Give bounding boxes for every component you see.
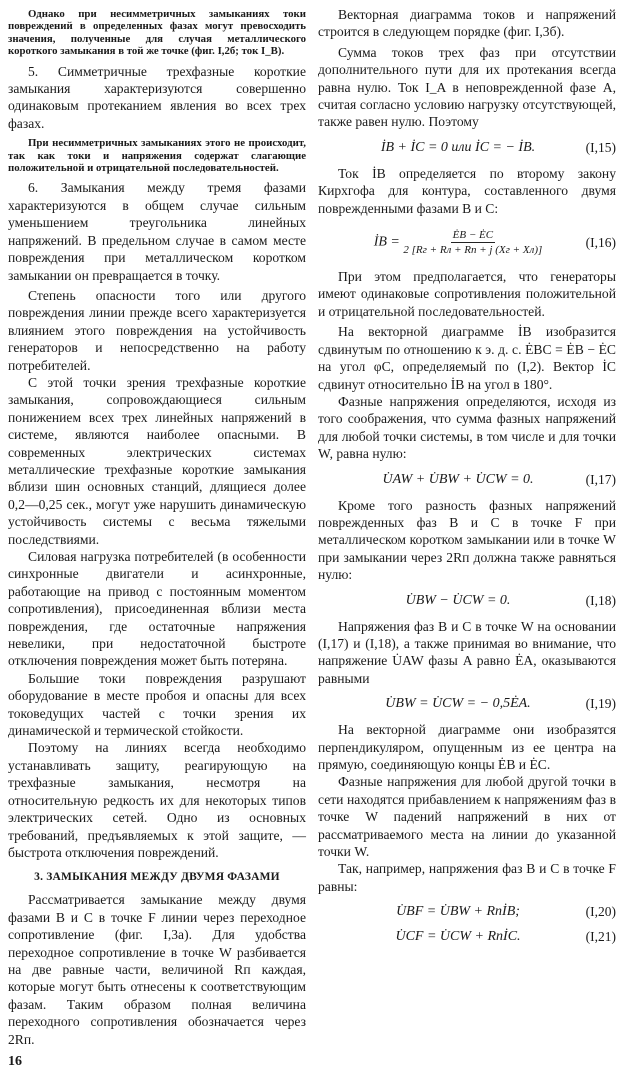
paragraph: Так, например, напряжения фаз B и C в точке F равны: [318, 861, 616, 894]
fraction-numerator: ĖB − ĖC [452, 229, 494, 242]
equation-formula [318, 229, 568, 256]
equation-formula: U̇CF = U̇CW + RпİC. [395, 929, 521, 945]
equation-number: (I,17) [585, 471, 616, 487]
paragraph: 5. Симметричные трехфазные короткие замыкания характеризуются совершенно одинаковым протеканием явления во всех трех фазах. [8, 63, 306, 131]
equation-1-18 [318, 593, 616, 609]
section-heading: 3. ЗАМЫКАНИЯ МЕЖДУ ДВУМЯ ФАЗАМИ [34, 871, 280, 884]
paragraph: Фазные напряжения определяются, исходя из того соображения, что сумма фазных напряжений для любой точки системы, в том числе и для точки W, равна нулю: [318, 393, 616, 462]
paragraph: Степень опасности того или другого повреждения линии прежде всего характеризуется влиянием этого повреждения на устойчивость генераторов и непосредственно на работу потребителей. [8, 287, 306, 373]
equation-lhs: İB = [373, 234, 400, 250]
fraction-denominator: 2 [Rг + Rл + Rп + j (Xг + Xл)] [403, 244, 543, 257]
equation-formula: U̇BW − U̇CW = 0. [405, 592, 511, 608]
paragraph: При этом предполагается, что генераторы имеют одинаковые сопротивления положительной и отрицательной последовательностей. [318, 269, 616, 319]
paragraph: На векторной диаграмме İB изобразится сдвинутым по отношению к э. д. с. ĖBC = ĖB − ĖC на угол φC, определяемый по (I,2). Вектор İC сдвинут относительно İB на угол в 180°. [318, 324, 616, 392]
equation-number: (I,19) [585, 696, 616, 712]
left-column [8, 6, 306, 1070]
equation-1-21 [318, 929, 616, 945]
equation-number: (I,20) [585, 904, 616, 920]
paragraph: Фазные напряжения для любой другой точки в сети находятся прибавлением к напряжениям фаз в точке W падений напряжений в них от рассматриваемого места на линии до указанной точки W. [318, 774, 616, 860]
equation-1-20 [318, 904, 616, 920]
page-number: 16 [8, 1053, 22, 1069]
equation-number: (I,18) [585, 592, 616, 608]
equation-formula: İB + İC = 0 или İC = − İB. [380, 139, 536, 155]
equation-number: (I,15) [585, 139, 616, 155]
equation-number: (I,21) [585, 929, 616, 945]
right-column [318, 6, 616, 954]
paragraph: Векторная диаграмма токов и напряжений строится в следующем порядке (фиг. I,3б). [318, 7, 616, 40]
paragraph: На векторной диаграмме они изобразятся перпендикуляром, опущенным из ее центра на прямую, соединяющую концы ĖB и ĖC. [318, 722, 616, 772]
paragraph: Поэтому на линиях всегда необходимо устанавливать защиту, реагирующую на трехфазные замыкания, несмотря на относительную редкость их для некоторых типов электрических сетей. Одно из основных требований, предъявляемых к этой защите, — быстрота отключения повреждений. [8, 740, 306, 860]
equation-1-19 [318, 696, 616, 712]
fraction [403, 229, 542, 256]
note-paragraph: При несимметричных замыканиях этого не происходит, так как токи и напряжения содержат слагающие положительной и отрицательной последовательностей. [8, 137, 306, 175]
equation-formula: U̇AW + U̇BW + U̇CW = 0. [382, 471, 534, 487]
equation-1-15 [318, 140, 616, 156]
equation-formula: U̇BF = U̇BW + RпİB; [396, 904, 520, 920]
paragraph: 6. Замыкания между тремя фазами характеризуются в общем случае сильным уменьшением треугольника линейных напряжений. В предельном случае в самом месте повреждения при металлическом коротком замыкании он превращается в точку. [8, 180, 306, 283]
equation-1-16 [318, 229, 616, 256]
equation-number: (I,16) [585, 234, 616, 250]
paragraph: С этой точки зрения трехфазные короткие замыкания, сопровождающиеся сильным понижением всех трех линейных напряжений в системе, являются наиболее опасными. В современных электрических системах металлические трехфазные короткие замыкания вблизи шин основных станций, длящиеся долее 0,2—0,25 сек., могут уже нарушить динамическую устойчивость системы с весьма тяжелыми последствиями. [8, 374, 306, 547]
paragraph: Силовая нагрузка потребителей (в особенности синхронные двигатели и асинхронные, работающие на привод с постоянным моментом сопротивления), присоединенная вблизи места повреждения, где остаточные напряжения невелики, при недостаточной быстроте отключения повреждения может быть потеряна. [8, 549, 306, 669]
paragraph: Кроме того разность фазных напряжений поврежденных фаз B и C в точке F при металлическом коротком замыкании или в точке W при замыкании через 2Rп должна также равняться нулю: [318, 497, 616, 583]
note-paragraph: Однако при несимметричных замыканиях токи повреждений в определенных фазах могут превосходить значения, полученные для случая металлического короткого замыкания в той же точке (фиг. I,2б; ток I_B). [8, 8, 306, 58]
paragraph: Сумма токов трех фаз при отсутствии дополнительного пути для их протекания всегда равна нулю. Ток I_A в неповрежденной фазе A, считая согласно условию нагрузку отсутствующей, также равен нулю. Поэтому [318, 44, 616, 130]
equation-formula: U̇BW = U̇CW = − 0,5ĖA. [385, 696, 531, 712]
equation-1-17 [318, 472, 616, 488]
paragraph: Напряжения фаз B и C в точке W на основании (I,17) и (I,18), а также принимая во внимание, что напряжение U̇AW фазы A равно ĖA, оказываются равными [318, 618, 616, 686]
paragraph: Рассматривается замыкание между двумя фазами B и C в точке F линии через переходное сопротивление (фиг. I,3а). Для удобства переходное сопротивление в точке W разбивается на две равные части, величиной Rп каждая, которые могут быть отнесены к соответствующим фазам. Таким образом полная величина переходного сопротивления обозначается через 2Rп. [8, 892, 306, 1047]
paragraph: Ток İB определяется по второму закону Кирхгофа для контура, составленного двумя поврежденными фазами B и C: [318, 165, 616, 216]
paragraph: Большие токи повреждения разрушают оборудование в месте пробоя и опасны для всех токоведущих частей с точки зрения их динамической и термической стойкости. [8, 670, 306, 739]
